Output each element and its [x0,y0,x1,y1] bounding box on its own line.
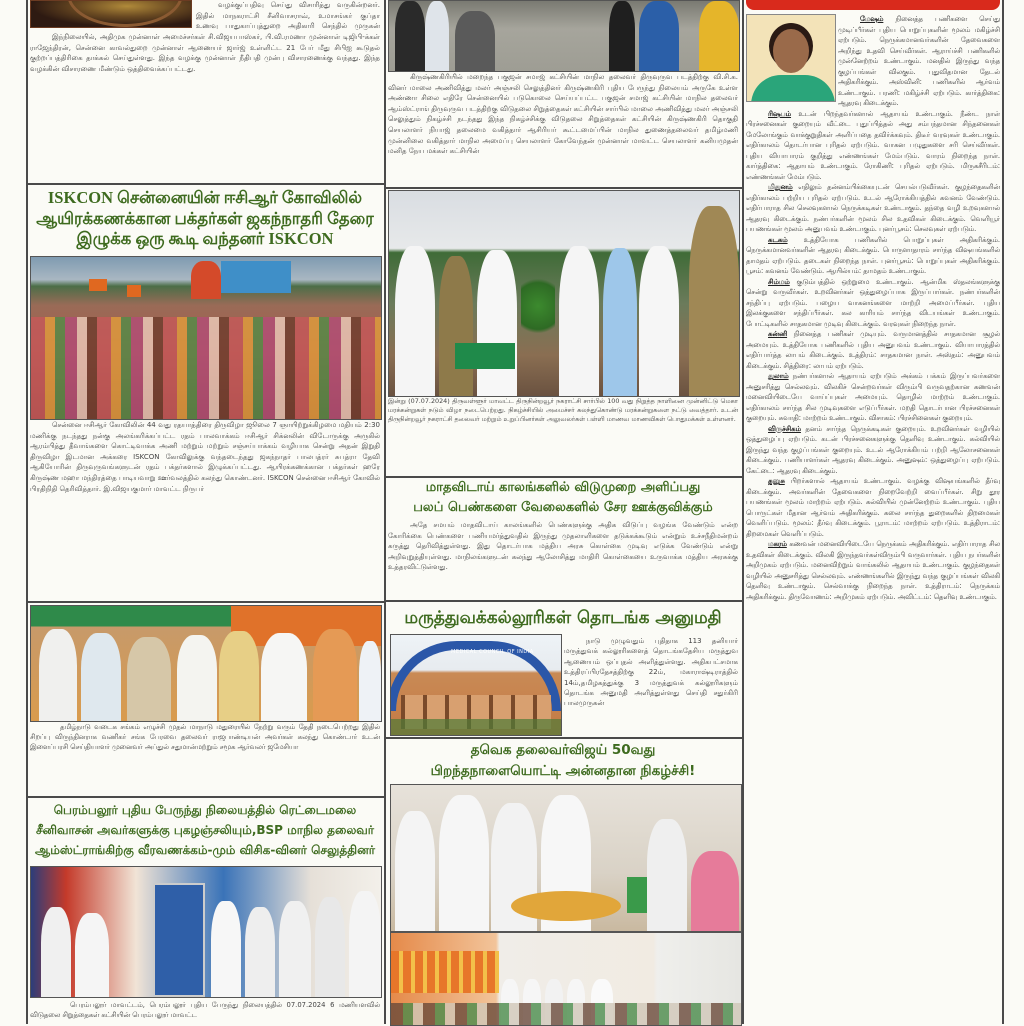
horoscope-photo-float [746,14,838,104]
divider-iskcon [26,601,384,603]
zodiac-sign-label: துலாம் [768,372,789,380]
person [455,11,495,71]
iskcon-headline-line-1: ISKCON சென்னையின் ஈசிஆர் கோவிலில் [47,188,363,207]
horoscope-entry [746,329,1000,371]
seated-crowd [391,1003,741,1025]
person [691,851,739,931]
zodiac-text: உடன் பிறந்தவர்களால் ஆதாயம் உண்டாகும். நீண்ட நாள் பிரச்சனைகள் குறையும் வீட்டை புதுப்பித்தல் அது சம்பந்தமான சிந்தனைகள் மேலோங்கும் வாக்குறுதிகள் அளிப்பதை தவிர்க்கவும். திடீர் வரவுகள் உண்டாகும். எதிர்காலம் தொடர்பான புரிதல் ஏற்படும். வாகன பழுதுகளை சரி செய்வீர்கள். புதிய வியாபாரம் குறித்து எண்ணங்கள் மேம்படும். வாரம் நிறைந்த நாள். கார்த்திகை: ஆதாயம் உண்டாகும். ரோகிணி: புரிதல் ஏற்படும். மிருகசீரிடம்: எண்ணங்கள் மேம்படும். [746,109,1000,181]
horoscope-entry [746,539,1000,602]
zodiac-sign-label: மேஷம் [860,15,884,23]
medical-paragraph: நாடு முழுவதும் புதிதாக 113 தனியார் மருத்துவக் கல்லூரிகளைத் தொடங்கதேசிய மருத்துவ ஆணையம் ஒப்புதல் அளித்துள்ளது. அதிகபட்சமாக உத்திரப்பிரதேசத்திற்கு 22ம், மகாராஷ்டிராத்தில் 14ம்,தமிழகத்துக்கு 3 மருத்துவக் கல்லூரிகளும் தொடங்க அனுமதி அளித்துள்ளது செய்தி சதுர்கிரி பாலமுருகன் [564,637,738,708]
iskcon-rathayatra-photo [30,256,382,420]
zodiac-sign-label: ரிஷபம் [768,109,792,118]
vijay-annadhanam-photo-1 [390,784,742,932]
horoscope-entry [746,476,1000,539]
perambalur-headline [30,800,380,860]
column-divider-left-outer [26,0,28,1024]
person [559,246,599,396]
zodiac-text: நினைத்த பணிகள் முடியும். வருமானத்தில் சாதகமான சூழல் அமையும். உத்தியோக பணிகளில் புதிய அனுபவம் உண்டாகும். வியாபாரத்தில் எதிர்பார்த்த லாபம் கிடைக்கும். உத்திரம்: சாதகமான நாள். அஸ்தம்: அனுபவம் கிடைக்கும். சித்திரை: லாபம் ஏற்படும். [746,330,1000,370]
perambalur-headline-line-1: பெரம்பலூர் புதிய பேருந்து நிலையத்தில் ரெட்டைமலை [53,803,357,817]
iskcon-flag [89,279,107,291]
perambalur-headline-line-2: சீனிவாசன் அவர்களுக்கு புகழஞ்சலியும்,BSP மாநில தலைவர் [35,823,375,837]
person [75,913,109,997]
council-arch-sign: MEDICAL COUNCIL OF INDIA [451,649,534,655]
maternity-headline-line-2: பலப் பெண்களை வேலைகளில் சேர ஊக்குவிக்கும் [413,500,713,515]
person [211,901,241,997]
person [261,633,307,721]
person [639,1,679,71]
horoscope-entry [746,182,1000,235]
sapling [521,271,555,341]
medical-council-photo [390,634,562,736]
iskcon-story-body [30,420,380,598]
top-story-paragraph-2: இந்நிலையில், அதிமுக முன்னாள் அமைச்சர்கள் சி.விஜயபாஸ்கர், பி.வி.ரமணா முன்னாள் டிஜிபி-க்கள் ராஜேந்திரன், சென்னை காவல்துறை முன்னாள் ஆணையர் ஜார்ஜ் உள்ளிட்ட 21 பேர் மீது சிபிஐ கூடுதல் குற்றப்பத்திரிகை தாக்கல் செய்துள்ளது. இந்த வழக்கு முன்னாள் நீதிபதி முன்பு விசாரணைக்கு வந்தது. இந்த வழக்கின் விசாரணை மீண்டும் ஒத்திவைக்கப்பட்டது. [30,33,380,73]
zodiac-sign-label: மகரம் [768,540,787,548]
person [349,891,381,997]
iskcon-building [221,261,291,293]
column-divider-middle-right [742,0,744,1024]
person [439,795,489,931]
zodiac-text: நண்பர்களால் ஆதாயம் ஏற்படும் அக்கம் பக்கம் இருப்பவர்களை அனுசரித்து செல்லவும். விலகிச் சென்றவர்கள் விரும்பி வருவதற்கான கணவன் மனைவியிடையே வாய்ப்புகள் அமையும். தொழில் மாற்றம் உண்டாகும். எதிர்காலம் சார்ந்த சில முடிவுகளை எடுப்பீர்கள். மறதி தொடர்பான பிரச்சனைகள் குறையும். சுவாதி: மாற்றம் உண்டாகும். விசாகம்: பிரச்சினைகள் குறையும். [746,372,1000,422]
person [477,250,517,396]
zodiac-text: பிறர்களால் ஆதாயம் உண்டாகும். வழக்கு விஷயங்களில் தீர்வு கிடைக்கும். அவர்களின் தேவைகளை நிறைவேற்றி வைப்பீர்கள். சிறு தூர பயணங்கள் மூலம் மாற்றம் ஏற்படும். கல்வியில் முன்னேற்றம் உண்டாகும். புதிய பொருட்கள் மீதான ஆர்வம் அதிகரிக்கும். கலை சார்ந்த துறைகளில் திறமைகள் வெளிப்படும். மூலம்: தீர்வு கிடைக்கும். பூராடம்: மாற்றம் ஏற்படும். உத்திராடம்: திறமைகள் வெளிப்படும். [746,477,1000,538]
person [425,1,449,71]
horoscope-banner [746,0,1000,10]
person [127,637,171,721]
trade-association-caption: தமிழ்நாடு வடைக சங்கம் எழுச்சி முதல் மாநாடு மதுரையில் நேற்று வரும் தேதி நடைபெற்றது இதில் சிறப்பு விருந்தினராக வணிகர் சங்க பேரவை தலைவர் ராஜபாண்டியன் அவர்கள் கலந்து கொண்டார் உடன் இளைப்பரசி செய்தியாளர் முனைவர் அப்துல் சதுமான்மற்றும் சமூக ஆர்வலர் ஜமேசியா [30,723,380,751]
tree-planting-photo [388,190,740,397]
iskcon-headline-line-3: இழுக்க ஒரு கூடி வந்தனர் ISKCON [76,229,334,249]
horoscope-entry [746,235,1000,277]
zodiac-sign-label: மிதுனம் [768,183,793,191]
person [81,633,121,721]
person [639,246,679,396]
maternity-story-body [388,520,738,598]
tribute-crowd-photo [388,0,740,72]
divider-medical [384,737,742,739]
zodiac-sign-label: விருச்சிகம் [768,424,801,433]
iskcon-chariot [191,261,221,299]
person [245,907,275,997]
person [39,629,77,721]
maternity-paragraph: அதே சமயம் மாதவிடாய் காலங்களில் பெண்களுக்கு அதிக விடுப்பு வழங்க வேண்டும் என்ற கோரிக்கை பெண்களை பணியமர்த்துவதில் இருந்து முதலாளிகளை தடுக்கக்கூடும் என்றும் உச்சநீதிமன்றம் கருத்து தெரிவித்துள்ளது. இது தொடர்பாக மத்திய அரசு கொள்கை முடிவு எடுக்க வேண்டும் என்று அறிவுறுத்தியுள்ளது. மாநிலங்களுடன் கலந்து ஆலோசித்து மாதிரி கொள்கையை உருவாக்க மத்திய அரசுக்கு உத்தரவிட்டுள்ளது. [388,521,738,572]
vijay-headline [388,740,738,782]
person [359,641,381,721]
person [177,635,217,721]
top-story-paragraph-1: வழக்குப்பதிவு செய்து விசாரித்து வருகின்றனர். இதில் மாநகராட்சி சீனிவாசராவ், உமாசங்கர் குப்தா உணவு பாதுகாப்புத்துறை அதிகாரி செந்தில் முருகன் [196,1,380,31]
zodiac-text: உத்தியோக பணிகளில் பொறுப்புகள் அதிகரிக்கும். நெருக்கமானவர்களின் ஆதரவு கிடைக்கும். பொருளாதாரம் சார்ந்த விஷயங்களில் தாமதம் ஏற்படும். தடைகள் நிறைந்த நாள். புனர்பூசம்: பொறுப்புகள் அதிகரிக்கும். பூசம்: கவனம் வேண்டும். ஆயில்யம்: தாமதம் உண்டாகும். [746,235,1000,275]
tree-planting-caption: இன்று (07.07.2024) திருவள்ளூர் மாவட்ட திருநின்றவூர் நகராட்சி சார்பில் 100 வது நிறுத்த நாளினை முன்னிட்டு மெகா மரக்கன்றுகள் நடும் விழா நடைபெற்றது. நிகழ்ச்சியில் அமைச்சர் கலந்துகொண்டு மரக்கன்றுகளை நட்டு வைத்தார். உடன் திருநின்றவூர் நகராட்சி தலைவர் மற்றும் உறுப்பினர்கள் அலுவலர்கள் பள்ளி மாணவ மாணவிகள் பொதுமக்கள் உள்ளனர். [388,397,738,423]
trade-association-photo [30,605,382,722]
person [279,901,311,997]
iskcon-crowd [31,317,381,419]
medical-headline: மருத்துவக்கல்லூரிகள் தொடங்க அனுமதி [404,608,722,628]
iskcon-headline [30,188,380,250]
medical-story-body [564,636,738,734]
iskcon-flag [127,285,141,297]
person [647,819,687,931]
vijay-headline-line-2: பிறந்தநாளையொட்டி அன்னதான நிகழ்ச்சி! [430,763,696,779]
horoscope-entry [746,371,1000,424]
perambalur-caption: பெரம்பலூர் மாவட்டம், பெரம்பலூர் புதிய பேருந்து நிலையத்தில் 07.07.2024 6 மணியளவில் விடுதலை சிறுத்தைகள் கட்சியின் பெரம்பலூர் மாவட்ட [30,1001,380,1019]
column-divider-right-outer [1002,0,1004,1024]
person [609,1,635,71]
person [699,1,739,71]
maternity-headline-line-1: மாதவிடாய் காலங்களில் விடுமுறை அளிப்பது [425,480,701,495]
horoscope-entry [746,424,1000,477]
divider-maternity [384,600,742,602]
divider-tribute [384,187,742,189]
maternity-headline [388,478,738,518]
top-story-body [30,32,380,180]
emblem-photo [30,0,192,28]
zodiac-text: கணவன் மனைவியிடையே நெருக்கம் அதிகரிக்கும். எதிர்பாராத சில உதவிகள் கிடைக்கும். விலகி இருந்தவர்கள்விரும்பி வருவார்கள். புதிய நபர்களின் அறிமுகம் ஏற்படும். மனைவிற்றும் வாங்கலில் ஆதாயம் உண்டாகும். குழந்தைகள் வழியில் அனுசரித்து செல்லவும். எண்ணங்களில் இருந்து வந்த குழப்பங்கள் விலகி தெளிவு உண்டாகும். செல்வாக்கு நிறைந்த நாள். உத்திராடம்: நெருக்கம் அதிகரிக்கும். திருவோணம்: அறிமுகம் ஏற்படும். அவிட்டம்: தெளிவு உண்டாகும். [746,540,1000,601]
zodiac-sign-label: கன்னி [768,330,788,338]
divider-top-story [26,183,384,185]
vijay-annadhanam-photo-2 [390,932,742,1026]
zodiac-text: எதிலும் தன்னம்பிக்கையுடன் செயல்படுவீர்கள். குழந்தைகளின் எதிர்காலம் பற்றிய புரிதல் ஏற்படும். உடல் ஆரோக்கியத்தில் கவனம் வேண்டும். எதிர்பாராத சில செலவுகளால் நெருக்கடிகள் உண்டாகும். தந்தை வழி உறவுகளால் ஆதரவு கிடைக்கும். நண்பர்களின் மூலம் சில உதவிகள் கிடைக்கும். வெளியூர் பயணங்கள் மூலம் அனுபவம் உண்டாகும். புனர்பூசம்: செலவுகள் ஏற்படும். [746,183,1000,233]
decorated-banner [391,951,499,993]
zodiac-sign-label: தனுசு [768,477,785,485]
person [395,246,435,396]
person [439,256,473,396]
zodiac-text: நினைத்த பணிகளை செய்து முடிப்பீர்கள் புதிய பொறுப்புகளின் மூலம் மகிழ்ச்சி ஏற்படும். நெருக்கமானவர்களின் தேவைகளை அறிந்து உதவி செய்வீர்கள். ஆராய்ச்சி பணிகளில் முன்னேற்றம் உண்டாகும். மனதில் இருந்து வந்த குழப்பங்கள் விலகும். புதுவிதமான தேடல் அதிகரிக்கும். அஸ்வினி: பணிகளில் ஆர்வம் உண்டாகும். பரணி: மகிழ்ச்சி ஏற்படும். கார்த்திகை: ஆதரவு கிடைக்கும். [838,15,1000,107]
trees [391,719,561,735]
tribute-paragraph: கிருஷ்ணகிரியில் மறைந்த பகுஜன் சமாஜ் கட்சியின் மாநில தலைவர் திருவுருவ படத்திற்கு வி.சி.க. வினர் மாலை அணிவித்து மலர் அஞ்சலி செலுத்தினர் கிருஷ்ணகிரி புதிய பேருந்து நிலையம் அருகே உள்ள அண்ணா சிலை எதிரே சென்னையில் படுகொலை செய்யப்பட்ட பகுஜன் சமாஜ் கட்சியின் மாநில தலைவர் ஆம்ஸ்ட்ராங் திருவுருவ படத்திற்கு விடுதலை சிறுத்தைகள் கட்சியின் சார்பில் மாலை அணிவித்து மலர் அஞ்சலி செலுத்தும் நிகழ்ச்சி நடந்தது இந்த நிகழ்ச்சிக்கு விடுதலை சிறுத்தைகள் கட்சியின் கிருஷ்ணகிரி தொகுதி செயலாளர் நியாஜ் தலைமை வகித்தார் ஆசிரியர் கூட்டமைப்பின் மாநில துணைத்தலைவர் தமிழ்மணி முன்னிலை வகித்தார் மாநில அமைப்பு செயலாளர் கோவேந்தன் முன்னாள் மாவட்ட செயலாளர் கனியமுதன் மனித நேய மக்கள் கட்சியின் [388,73,738,156]
zodiac-text: தனம் சார்ந்த நெருக்கடிகள் குறையும். உறவினர்கள் வழியில் ஒத்துழைப்பு ஏற்படும். கடன் பிரச்சனைகளுக்கு தெளிவு உண்டாகும். கல்வியில் இருந்து வந்த குழப்பங்கள் குறையும். உடல் ஆரோக்கியம் பற்றி ஆலோசனைகள் கிடைக்கும். பணியாளர்கள் ஆதரவு கிடைக்கும். அனுஷம்: ஒத்துழைப்பு ஏற்படும். கேட்டை: ஆதரவு கிடைக்கும். [746,424,1000,475]
person [395,811,435,931]
vijay-headline-line-1: தவெக தலைவர்விஜய் 50வது [470,742,656,758]
green-sign [455,343,515,369]
person [689,206,739,396]
iskcon-paragraph: சென்னை ஈசிஆர் கோவிலின் 44 வது ரதயாத்திரை திருவிழா ஜூலை 7 ஞாயிற்றுக்கிழமை மதியம் 2:30 மணிக்கு நடந்தது நன்கு அலங்கரிக்கப்பட்ட ரதம் பாலவாக்கம் ஈசிஆர் சிக்னலின் விடோருக்கு அருகில் ஆரம்பித்து தீவாங்களை கொட்டிவாக்க அணி மற்றும் மற்றும் சஞ்சய்பாக்கம் வழியாக சென்று அதன் இறுதி திருவிழா இடமான அக்கரை ISKCON கோவிலுக்கு வந்தடைந்தது ஜகந்நாதர் பாலபத்ரர் சுபத்ரா தேவி ஆகியோரின் திருவுருவங்களுடன் ரதம் பக்தர்களால் இழுக்கப்பட்டது. ஆயிரக்கணக்கான பக்தர்கள் ஹரே கிருஷ்ண மஹா மந்திரத்தை பாடியவாறு ஊர்வலத்தில் கலந்து கொண்டனர். ISKCON சென்னை ஈசிஆர் கோவில் பிரதிநிதி தெரிவித்தார். இ.விஜயகுமார் மாவட்ட நிருபர் [30,421,380,493]
perambalur-headline-line-3: ஆம்ஸ்ட்ராங்கிற்கு வீரவணக்கம்-மும் விசிக-வினர் செலுத்தினர் [35,843,375,857]
divider-trade [26,796,384,798]
horoscope-text [746,14,1000,1024]
person [313,629,357,721]
person [41,907,71,997]
column-divider-left-middle [384,0,386,1024]
food-tray [511,891,621,921]
top-story-intro [196,0,380,32]
tribute-story-body [388,72,738,186]
person [603,248,637,396]
iskcon-headline-line-2: ஆயிரக்கணக்கான பக்தர்கள் ஜகந்நாதரி தேரை [36,208,374,228]
portrait-banner [153,883,205,997]
person [395,1,425,71]
person [315,897,345,997]
zodiac-text: குடும்பத்தில் ஒற்றுமை உண்டாகும். ஆன்மிக ஸ்தலங்களுக்கு சென்று வருவீர்கள். உறவினர்கள் ஒத்துழைப்பாக இருப்பார்கள். நண்பர்களின் சந்திப்பு ஏற்படும். பழைய வாகனங்களை மாற்றி அமைப்பீர்கள். புதிய இலக்குகளை சந்திப்பீர்கள். கல காரியம் சார்ந்த விடயங்கள் உண்டாகும். போட்டிகளில் சாதகமான முடிவு கிடைக்கும். வரவுகள் நிறைந்த நாள். [746,277,1000,328]
horoscope-entry [746,109,1000,183]
zodiac-sign-label: கடகம் [768,235,788,244]
zodiac-sign-label: சிம்மம் [768,277,790,286]
emblem-ring [67,0,183,27]
horoscope-entry [746,277,1000,330]
perambalur-tribute-photo [30,866,382,998]
person [219,631,259,721]
